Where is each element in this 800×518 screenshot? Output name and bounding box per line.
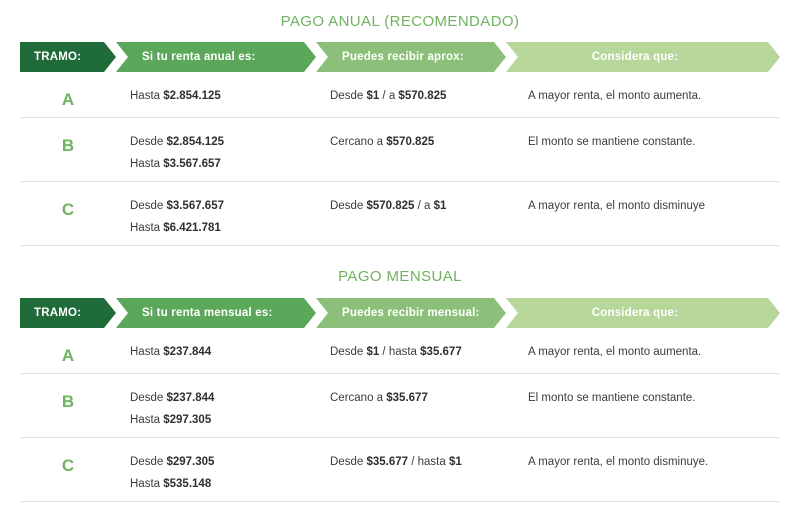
annual-header-recibir-label: Puedes recibir aprox: <box>342 51 464 63</box>
row-recibir: Desde $1 / hasta $35.677 <box>330 346 462 358</box>
row-tramo: B <box>61 136 75 155</box>
monthly-section-title: PAGO MENSUAL <box>338 268 462 285</box>
row-considera: A mayor renta, el monto disminuye <box>528 200 706 212</box>
annual-table <box>20 42 780 246</box>
row-considera: A mayor renta, el monto aumenta. <box>528 90 702 102</box>
row-renta-line1: Desde $3.567.657 <box>130 200 224 212</box>
row-renta <box>116 438 316 501</box>
annual-table-header <box>20 42 780 72</box>
row-recibir: Desde $35.677 / hasta $1 <box>330 456 462 468</box>
monthly-table <box>20 298 780 518</box>
annual-header-renta <box>116 42 316 72</box>
table-row <box>20 118 780 182</box>
row-tramo: A <box>61 90 75 109</box>
row-renta-line2: Hasta $297.305 <box>130 414 212 427</box>
monthly-header-renta <box>116 298 316 328</box>
annual-header-tramo <box>20 42 116 72</box>
table-row <box>20 438 780 502</box>
monthly-header-considera-label: Considera que: <box>591 307 679 319</box>
row-renta <box>116 182 316 245</box>
table-bottom-spacer <box>20 502 780 518</box>
monthly-table-header <box>20 298 780 328</box>
row-considera: A mayor renta, el monto aumenta. <box>528 346 702 358</box>
annual-header-renta-label: Si tu renta anual es: <box>142 51 256 63</box>
row-renta-line2: Hasta $3.567.657 <box>130 158 221 171</box>
annual-header-recibir <box>316 42 506 72</box>
row-considera: A mayor renta, el monto disminuye. <box>528 456 709 468</box>
monthly-header-recibir <box>316 298 506 328</box>
monthly-header-considera <box>506 298 780 328</box>
row-tramo: C <box>61 456 75 475</box>
row-renta <box>116 118 316 181</box>
row-considera: El monto se mantiene constante. <box>528 136 696 148</box>
row-renta-line1: Desde $297.305 <box>130 456 215 468</box>
row-recibir: Cercano a $570.825 <box>330 136 435 148</box>
row-renta <box>116 72 316 117</box>
annual-section-title: PAGO ANUAL (RECOMENDADO) <box>280 13 520 30</box>
table-row <box>20 328 780 374</box>
row-renta-line1: Hasta $237.844 <box>130 346 212 358</box>
row-renta-line2: Hasta $535.148 <box>130 478 212 491</box>
row-renta <box>116 328 316 373</box>
table-row <box>20 72 780 118</box>
table-row <box>20 182 780 246</box>
row-recibir: Desde $1 / a $570.825 <box>330 90 447 102</box>
annual-header-tramo-label: TRAMO: <box>34 51 82 63</box>
row-tramo: B <box>61 392 75 411</box>
row-renta-line2: Hasta $6.421.781 <box>130 222 221 235</box>
row-renta-line1: Desde $237.844 <box>130 392 215 404</box>
row-tramo: C <box>61 200 75 219</box>
monthly-header-recibir-label: Puedes recibir mensual: <box>342 307 480 319</box>
row-considera: El monto se mantiene constante. <box>528 392 696 404</box>
annual-header-considera <box>506 42 780 72</box>
monthly-header-tramo-label: TRAMO: <box>34 307 82 319</box>
row-recibir: Desde $570.825 / a $1 <box>330 200 447 212</box>
row-renta-line1: Desde $2.854.125 <box>130 136 224 148</box>
row-renta <box>116 374 316 437</box>
monthly-header-renta-label: Si tu renta mensual es: <box>142 307 273 319</box>
monthly-header-tramo <box>20 298 116 328</box>
annual-header-considera-label: Considera que: <box>591 51 679 63</box>
table-row <box>20 374 780 438</box>
row-recibir: Cercano a $35.677 <box>330 392 428 404</box>
row-tramo: A <box>61 346 75 365</box>
row-renta-line1: Hasta $2.854.125 <box>130 90 221 102</box>
